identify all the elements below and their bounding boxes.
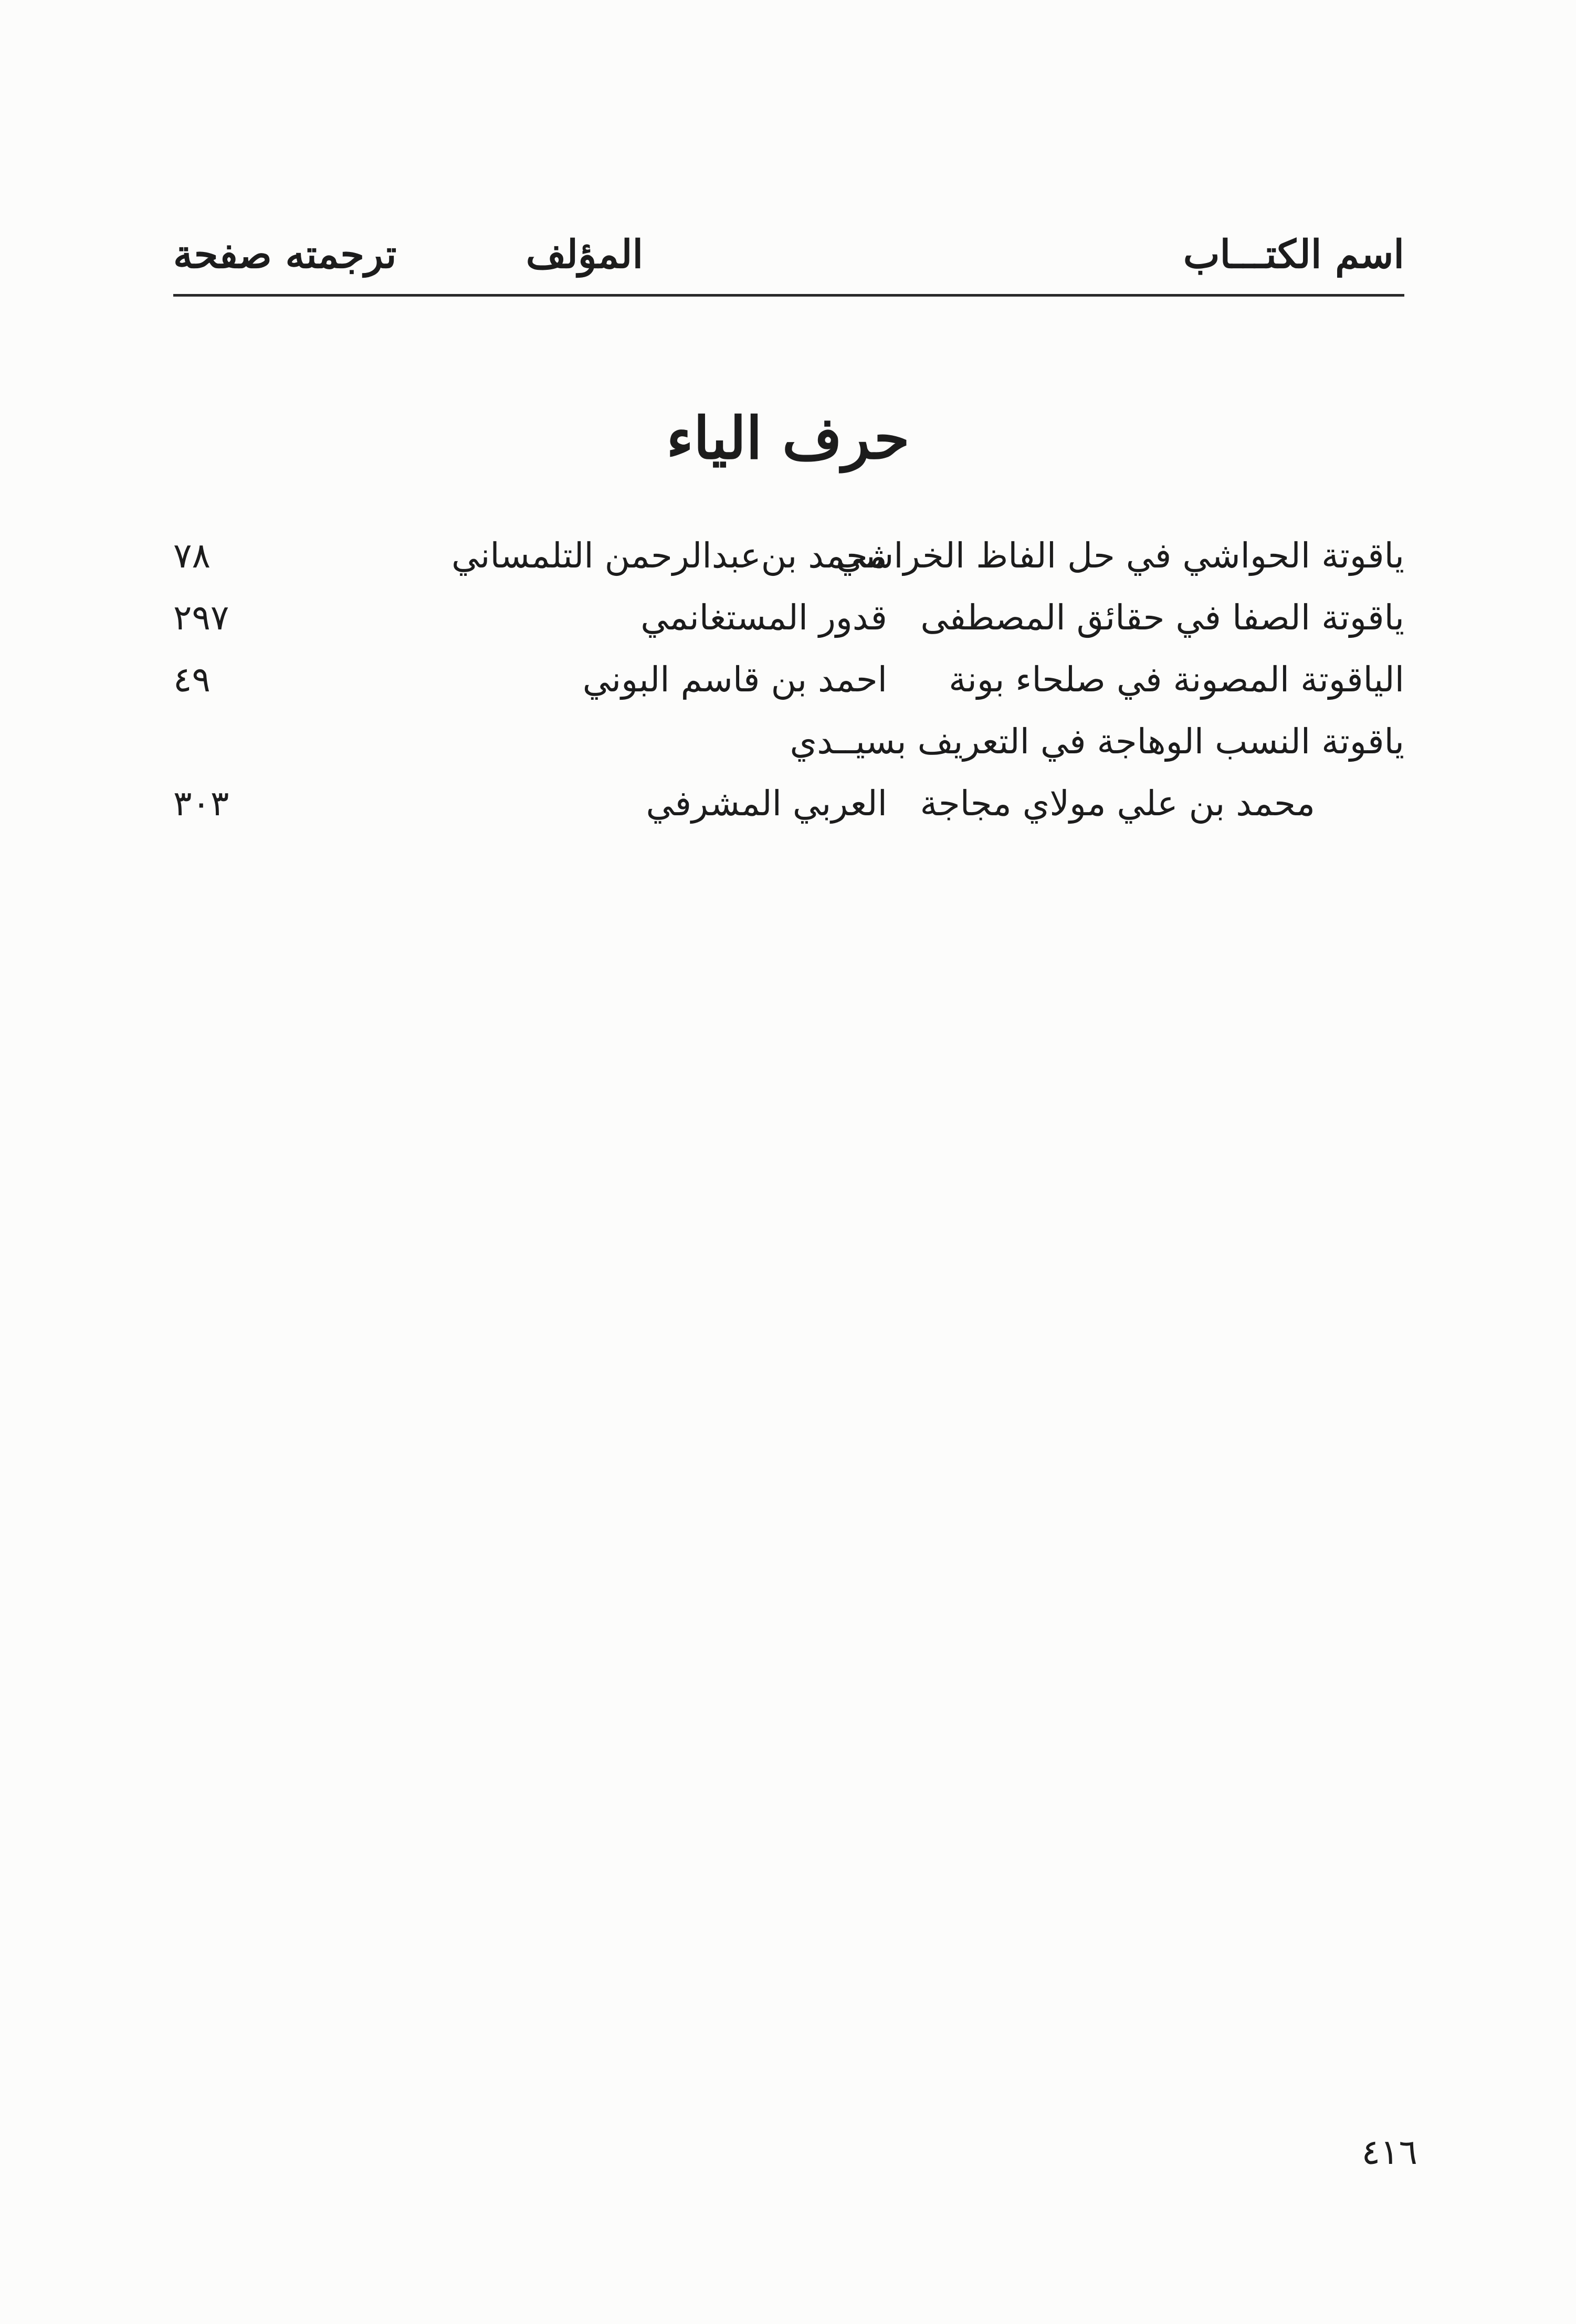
column-header — [173, 226, 1404, 283]
entry-author: محمد بن‌عبدالرحمن التلمساني — [451, 535, 887, 576]
entry-page: ٧٨ — [173, 535, 211, 576]
header-book-name: اسم الكتـــاب — [1183, 232, 1404, 277]
entry-title: ياقوتة الصفا في حقائق المصطفى — [920, 597, 1404, 638]
index-entry — [173, 587, 1404, 649]
entry-title: ياقوتة الحواشي في حل الفاظ الخراشي — [835, 535, 1404, 576]
index-entry — [173, 711, 1404, 773]
entry-title: الياقوتة المصونة في صلحاء بونة — [949, 659, 1404, 700]
section-title: حرف الياء — [666, 404, 910, 472]
entry-author: العربي المشرفي — [646, 783, 887, 824]
entry-author: قدور المستغانمي — [640, 597, 887, 638]
entry-author: احمد بن قاسم البوني — [582, 659, 887, 700]
header-author: المؤلف — [526, 232, 643, 277]
entry-title-continued: محمد بن علي مولاي مجاجة — [920, 783, 1315, 824]
index-entry-continuation — [173, 773, 1404, 835]
page-number: ٤١٦ — [1361, 2132, 1417, 2172]
entry-title: ياقوتة النسب الوهاجة في التعريف بسيــدي — [790, 721, 1404, 762]
index-entries — [173, 525, 1404, 835]
header-divider — [173, 294, 1404, 297]
entry-page: ٤٩ — [173, 659, 211, 700]
header-translation-page: ترجمته صفحة — [173, 232, 397, 277]
index-entry — [173, 525, 1404, 587]
index-entry — [173, 649, 1404, 711]
entry-page: ٢٩٧ — [173, 597, 229, 638]
entry-page: ٣٠٣ — [173, 783, 229, 824]
